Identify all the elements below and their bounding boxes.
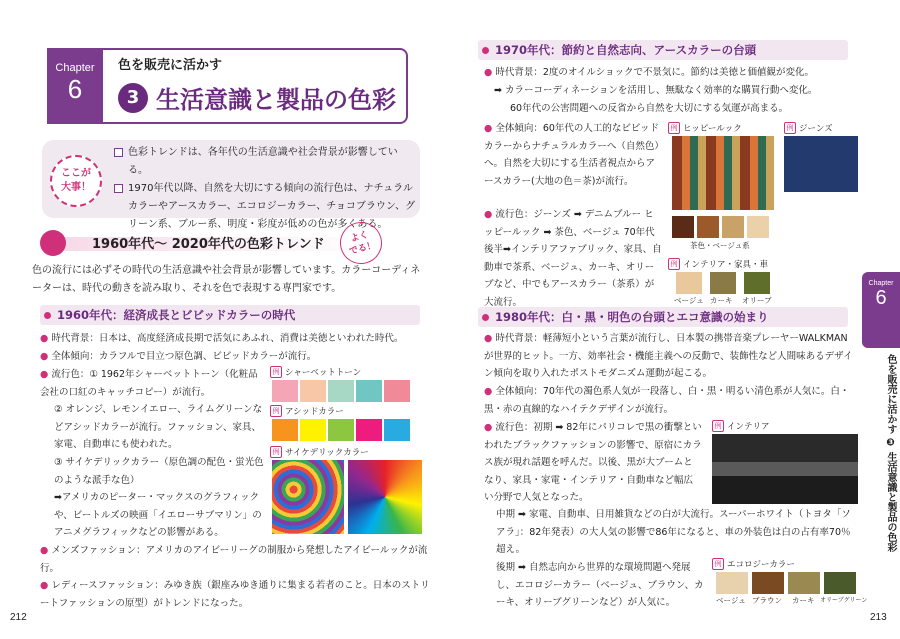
tab-vertical-title: 色を販売に活かす ❸ 生活意識と製品の色彩 [885,354,896,552]
example-text: インテリア・家具・車 [683,260,769,270]
swatch [384,419,410,441]
era-text: 時代背景：2度のオイルショックで不景気に。節約は美徳と価値観が変化。 [495,67,814,78]
era-1970-line: ● 全体傾向：60年代の人工的なビビッドカラーからナチュラルカラーへ（自然色）へ。自然を大切にする生活者視点からアースカラー(大地の色＝茶)が流行。 [484,123,660,187]
era-text: 60年代の公害問題への反省から自然を大切にする気運が高まる。 [510,103,789,114]
swatch [744,272,770,294]
badge-line-1: ここが [61,168,91,179]
example-label [270,446,369,458]
tab-label: Chapter [868,280,894,287]
interior-image [712,434,858,504]
example-text: シャーベットトーン [285,368,362,378]
era-1980-line [496,506,856,559]
swatch [328,380,354,402]
swatch [752,572,784,594]
chapter-subtitle: 色を販売に活かす [118,58,223,73]
swatch [384,380,410,402]
tie-dye-image [348,460,422,534]
example-text: ジーンズ [799,124,833,134]
chapter-number: 6 [67,74,83,104]
swatch [697,216,719,238]
swatch-label: ベージュ [716,596,746,605]
swatch-label: ベージュ [674,296,704,305]
swatch-label: カーキ [710,296,733,305]
swatch [356,419,382,441]
swatch [672,216,694,238]
era-1960-line: ● 全体傾向：カラフルで目立つ原色調、ビビッドカラーが流行。 [40,351,317,362]
swatch [788,572,820,594]
era-text: 全体傾向：70年代の濁色系人気が一段落し、白・黒・明るい清色系が人気に。白・黒・赤の直線的なハイテクデザインが流行。 [484,386,850,415]
example-icon: 例 [712,420,724,432]
era-text: 全体傾向：60年代の人工的なビビッドカラーからナチュラルカラーへ（自然色）へ。自然を大切にする生活者視点からアースカラー(大地の色＝茶)が流行。 [484,123,660,187]
era-text: ③ サイケデリックカラー（原色調の配色・蛍光色のような派手な色） [54,457,264,486]
section-number-icon: 3 [118,83,148,113]
era-1960-line: ● 流行色：① 1962年シャーベットトーン（化粧品会社の口紅のキャッチコピー）が流行。 [40,369,258,398]
example-text: サイケデリックカラー [285,448,369,458]
bullet-icon [482,314,489,321]
swatch-label: オリーブ [742,296,772,305]
tab-number: 6 [875,287,887,309]
era-heading-text: 1970年代：節約と自然志向、アースカラーの台頭 [495,43,757,57]
jeans-image [784,136,858,192]
era-1960-line [54,401,264,454]
example-icon: 例 [712,558,724,570]
era-text: 流行色：初期 ➡ 82年にパリコレで黒の衝撃といわれたブラックファッションの影響で、原宿にカラス族が現れ話題を呼んだ。以後、黒が大ブームとなり、家具・家電・インテリア・自動車など幅広い分野で人気となった。 [484,422,702,503]
example-label [668,122,742,134]
era-1970-line [494,82,854,100]
swatch [722,216,744,238]
swatch [716,572,748,594]
era-1980-line: ● 流行色：初期 ➡ 82年にパリコレで黒の衝撃といわれたブラックファッションの影響で、原宿にカラス族が現れ話題を呼んだ。以後、黒が大ブームとなり、家具・家電・インテリア・自動車など幅広い分野で人気となった。 [484,422,702,503]
psychedelic-pattern-image [272,460,344,534]
example-icon: 例 [270,446,282,458]
era-1960-line: ● レディースファッション：みゆき族（銀座みゆき通りに集まる若者のこと。日本のストリートファッションの原型）がトレンドになった。 [40,580,430,609]
swatch [747,216,769,238]
era-1970-line: ● 流行色：ジーンズ ➡ デニムブルー ヒッピールック ➡ 茶色、ベージュ 70年代後半➡インテリアファブリック、家具、自動車で茶系、ベージュ、カーキ、オリーブなど、中でもアースカラー（茶系）が大流行。 [484,209,662,308]
swatch-label: 茶色・ベージュ系 [690,241,750,250]
intro-paragraph: 色の流行には必ずその時代の生活意識や社会背景が影響しています。カラーコーディネーターは、時代の動きを読み取り、それを色で表現する専門家です。 [32,265,421,294]
era-1960-heading [40,305,420,325]
era-text: 中期 ➡ 家電、自動車、日用雑貨などの白が大流行。スーパーホワイト（トヨタ「ソアラ」：82年発表）の大人気の影響で86年になると、車の外装色は白の占有率70％超え。 [496,509,851,555]
stamp-line-2: でる！ [348,240,377,258]
era-heading-text: 1960年代：経済成長とビビッドカラーの時代 [57,308,296,322]
era-text: 時代背景：軽薄短小という言葉が流行し、日本製の携帯音楽プレーヤーWALKMANが世界的ヒット。一方、効率社会・機能主義への反動で、装飾性など人間味あるデザイン傾向を取り入れたポストモダニズム運動が起こる。 [484,333,853,379]
example-text: インテリア [727,422,770,432]
swatch [272,380,298,402]
chapter-title-text: 生活意識と製品の色彩 [156,86,396,114]
swatch-label: カーキ [792,596,815,605]
example-label [270,366,361,378]
chapter-title [118,80,396,115]
example-icon: 例 [668,122,680,134]
example-text: ヒッピールック [683,124,742,134]
era-text: 流行色：ジーンズ ➡ デニムブルー ヒッピールック ➡ 茶色、ベージュ 70年代後半➡インテリアファブリック、家具、自動車で茶系、ベージュ、カーキ、オリーブなど、中でもアースカラー（茶系）が大流行。 [484,209,662,308]
swatch [300,419,326,441]
era-1980-line: ● 時代背景：軽薄短小という言葉が流行し、日本製の携帯音楽プレーヤーWALKMANが世界的ヒット。一方、効率社会・機能主義への反動で、装飾性など人間味あるデザイン傾向を取り入れたポストモダニズム運動が起こる。 [484,333,853,379]
era-1960-line [54,489,264,542]
era-text: 時代背景：日本は、高度経済成長期で活気にあふれ、消費は美徳といわれた時代。 [51,333,404,344]
era-text: ② オレンジ、レモンイエロー、ライムグリーンなどアシッドカラーが流行。ファッション、家具、家電、自動車にも使われた。 [54,404,263,450]
era-1970-line [510,100,854,118]
example-label [668,258,768,270]
example-icon: 例 [784,122,796,134]
example-label [270,405,344,417]
example-label [712,558,795,570]
badge-line-2: 大事！ [61,182,91,193]
swatch [272,419,298,441]
swatch [300,380,326,402]
era-1980-line: ● 全体傾向：70年代の濁色系人気が一段落し、白・黒・明るい清色系が人気に。白・黒・赤の直線的なハイテクデザインが流行。 [484,386,850,415]
era-1980-line [496,559,704,612]
era-text: メンズファッション：アメリカのアイビーリーグの制服から発想したアイビールックが流行。 [40,545,428,574]
example-icon: 例 [270,366,282,378]
example-label [712,420,770,432]
checkbox-icon [114,148,123,157]
chapter-label: Chapter [55,62,95,74]
swatch [824,572,856,594]
chapter-badge [47,48,103,124]
example-label [784,122,833,134]
swatch [328,419,354,441]
example-text: エコロジーカラー [727,560,795,570]
era-text: ➡ カラーコーディネーションを活用し、無駄なく効率的な購買行動へ変化。 [494,85,818,96]
chapter-tab [862,272,900,348]
era-text: 後期 ➡ 自然志向から世界的な環境問題へ発展し、エコロジーカラー（ベージュ、ブラウン、カーキ、オリーブグリーンなど）が人気に。 [496,562,704,608]
swatch [676,272,702,294]
bullet-icon [44,312,51,319]
era-1960-line: ● 時代背景：日本は、高度経済成長期で活気にあふれ、消費は美徳といわれた時代。 [40,333,404,344]
checkbox-icon [114,184,123,193]
era-text: 全体傾向：カラフルで目立つ原色調、ビビッドカラーが流行。 [51,351,317,362]
hippie-look-image [672,136,774,210]
stamp-line-1: よく [349,230,370,245]
era-1980-heading [478,307,848,327]
swatch-label: オリーブグリーン [820,597,868,604]
era-1960-line: ● メンズファッション：アメリカのアイビーリーグの制服から発想したアイビールックが流行。 [40,545,428,574]
era-heading-text: 1980年代：白・黒・明色の台頭とエコ意識の始まり [495,310,769,324]
era-1970-line: ● 時代背景：2度のオイルショックで不景気に。節約は美徳と価値観が変化。 [484,67,814,78]
era-1970-heading [478,40,848,60]
example-icon: 例 [270,405,282,417]
page-number-left: 212 [10,612,27,623]
key-point-text: 1970年代以降、自然を大切にする傾向の流行色は、ナチュラルカラーやアースカラー、エコロジーカラー、チョコブラウン、グリーン系、ブルー系、明度・彩度が低めの色が多くある。 [128,183,416,230]
page-number-right: 213 [870,612,887,623]
heading-circle-icon [40,230,66,256]
era-text: 流行色：① 1962年シャーベットトーン（化粧品会社の口紅のキャッチコピー）が流行。 [40,369,258,398]
key-point-list [114,144,416,234]
swatch-label: ブラウン [752,596,782,605]
era-text: ➡アメリカのピーター・マックスのグラフィックや、ビートルズの映画「イエローサブマリン」のアニメグラフィックなどの影響がある。 [54,492,262,538]
swatch [356,380,382,402]
section-title: 1960年代〜 2020年代の色彩トレンド [92,237,325,252]
key-point-text: 色彩トレンドは、各年代の生活意識や社会背景が影響している。 [128,147,398,176]
era-1960-line [54,454,264,489]
example-text: アシッドカラー [285,407,344,417]
era-text: レディースファッション：みゆき族（銀座みゆき通りに集まる若者のこと。日本のストリートファッションの原型）がトレンドになった。 [40,580,430,609]
swatch [710,272,736,294]
key-point-item [114,144,416,180]
example-icon: 例 [668,258,680,270]
important-badge [50,155,102,207]
bullet-icon [482,47,489,54]
